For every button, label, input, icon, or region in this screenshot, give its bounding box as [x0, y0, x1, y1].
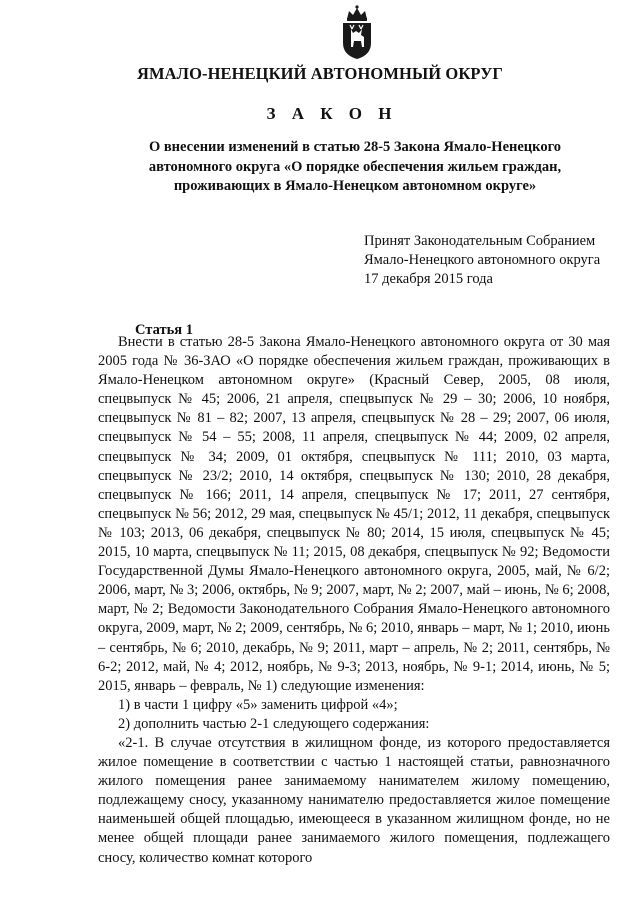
coat-of-arms-emblem: [337, 3, 377, 61]
adoption-line-2: Ямало-Ненецкого автономного округа: [364, 252, 601, 268]
region-title: ЯМАЛО-НЕНЕЦКИЙ АВТОНОМНЫЙ ОКРУГ: [136, 64, 504, 83]
amendment-item-2: 2) дополнить частью 2-1 следующего содержания:: [118, 715, 430, 732]
adoption-line-1: Принят Законодательным Собранием: [364, 233, 596, 249]
article-body: [98, 333, 610, 868]
adoption-note: [364, 232, 634, 289]
article-intro-paragraph: Внести в статью 28-5 Закона Ямало-Ненецкого автономного округа от 30 мая 2005 года № 36-ЗАО «О порядке обеспечения жильем граждан, проживающих в Ямало-Ненецком автономном округе» (Красный Север, 2005, 08 июля, спецвыпуск № 45; 2006, 21 апреля, спецвыпуск № 29 – 30; 2006, 10 ноября, спецвыпуск № 81 – 82; 2007, 13 апреля, спецвыпуск № 28 – 29; 2007, 06 июля, спецвыпуск № 54 – 55; 2008, 11 апреля, спецвыпуск № 44; 2009, 02 апреля, спецвыпуск № 34; 2009, 01 октября, спецвыпуск № 111; 2010, 03 марта, спецвыпуск № 23/2; 2010, 14 октября, спецвыпуск № 130; 2010, 28 декабря, спецвыпуск № 166; 2011, 14 апреля, спецвыпуск № 17; 2011, 27 сентября, спецвыпуск № 56; 2012, 29 мая, спецвыпуск № 45/1; 2012, 11 декабря, спецвыпуск № 103; 2013, 06 декабря, спецвыпуск № 80; 2014, 15 июля, спецвыпуск № 45; 2015, 10 марта, спецвыпуск № 11; 2015, 08 декабря, спецвыпуск № 92; Ведомости Государственной Думы Ямало-Ненецкого автономного округа, 2005, май, № 6/2; 2006, март, № 3; 2006, октябрь, № 9; 2007, март, № 2; 2007, май – июнь, № 6; 2008, март, № 2; Ведомости Законодательного Собрания Ямало-Ненецкого автономного округа, 2009, март, № 2; 2009, сентябрь, № 6; 2010, январь – март, № 1; 2010, июнь – сентябрь, № 6; 2010, декабрь, № 9; 2011, март – апрель, № 2; 2011, сентябрь, № 6-2; 2012, май, № 4; 2012, ноябрь, № 9-3; 2013, ноябрь, № 9-1; 2014, июнь, № 5; 2015, январь – февраль, № 1) следующие изменения:: [98, 334, 610, 694]
amendment-quote-paragraph: «2-1. В случае отсутствия в жилищном фонде, из которого предоставляется жилое помещение в соответствии с частью 1 настоящей статьи, равнозначного жилого помещения ранее занимаемому нанимателем жилому помещению, подлежащему сносу, указанному нанимателю предоставляется жилое помещение наименьшей общей площадью, имеющееся в указанном жилищном фонде, но не менее общей площади ранее занимаемого жилого помещения, подлежащего сносу, количество комнат которого: [98, 734, 610, 866]
amendment-item-1: 1) в части 1 цифру «5» заменить цифрой «4»;: [118, 696, 398, 713]
article-heading: Статья 1: [135, 322, 193, 338]
adoption-date: 17 декабря 2015 года: [364, 271, 493, 287]
document-type: З А К О Н: [266, 104, 398, 123]
law-title: О внесении изменений в статью 28-5 Закона Ямало-Ненецкого автономного округа «О порядке обеспечения жильем граждан, проживающих в Ямало-Ненецком автономном округе»: [148, 139, 562, 194]
